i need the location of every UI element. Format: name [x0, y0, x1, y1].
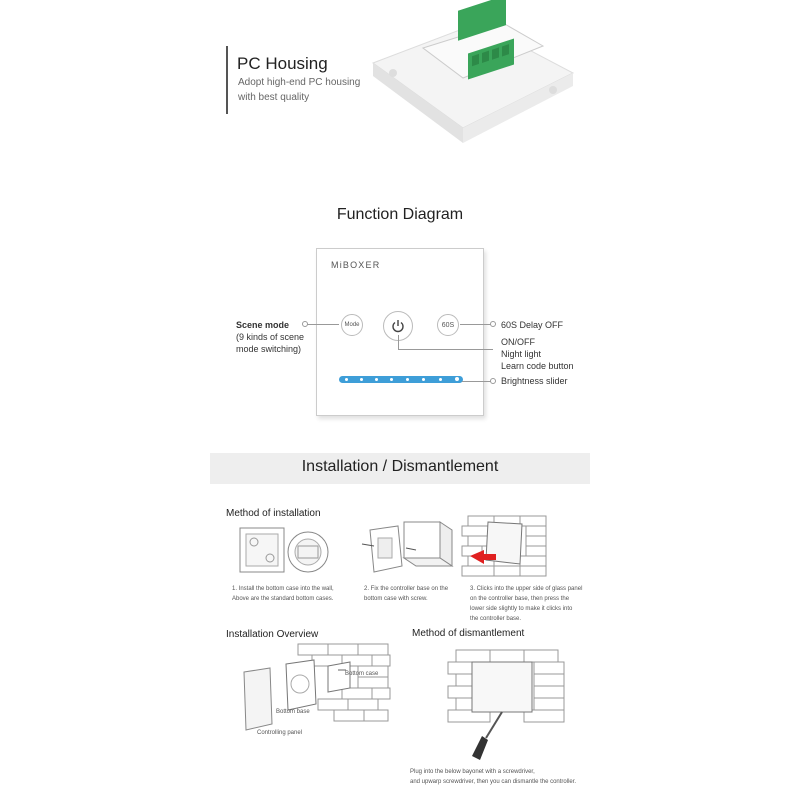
- delay-60s-button[interactable]: 60S: [437, 314, 459, 336]
- method-of-dismantlement-title: Method of dismantlement: [412, 628, 525, 639]
- callout-line: [462, 381, 492, 382]
- slider-dot: [345, 378, 348, 381]
- step1-bottom-cases-illustration: [236, 524, 346, 579]
- slider-dot: [455, 377, 459, 381]
- pc-housing-title: PC Housing: [237, 54, 328, 73]
- slider-dot: [406, 378, 409, 381]
- pc-housing-product-image: [368, 18, 578, 148]
- callout-delay-off: 60S Delay OFF: [501, 320, 564, 330]
- callout-marker: [490, 321, 496, 327]
- brightness-slider[interactable]: [339, 376, 463, 383]
- screwdriver-icon: [472, 736, 488, 760]
- callout-line: [460, 324, 492, 325]
- brand-logo: MiBOXER: [331, 260, 381, 270]
- mode-button[interactable]: Mode: [341, 314, 363, 336]
- slider-dot: [390, 378, 393, 381]
- installation-overview-illustration: [238, 640, 398, 740]
- dismantlement-caption: Plug into the below bayonet with a screwdriver, and upwarp screwdriver, then you can dismantle the controller.: [410, 769, 577, 785]
- step3-click-panel-illustration: [462, 512, 552, 582]
- label-controlling-panel: Controlling panel: [257, 730, 303, 736]
- label-bottom-base: Bottom base: [276, 709, 310, 715]
- slider-dot: [375, 378, 378, 381]
- step1-caption: 1. Install the bottom case into the wall, Above are the standard bottom cases.: [232, 586, 334, 602]
- callout-line: [305, 324, 339, 325]
- controller-panel: [316, 248, 484, 416]
- slider-dot: [360, 378, 363, 381]
- step3-caption: 3. Clicks into the upper side of glass panel on the controller base, then press the lower side slightly to make it clicks into the controller base.: [470, 586, 583, 622]
- pc-housing-description: Adopt high-end PC housing with best quality: [238, 77, 361, 103]
- method-of-installation-title: Method of installation: [226, 508, 321, 519]
- installation-overview-title: Installation Overview: [226, 629, 319, 640]
- slider-dot: [439, 378, 442, 381]
- callout-line: [398, 349, 493, 350]
- label-bottom-case: Bottom case: [345, 671, 379, 677]
- power-icon: [391, 319, 405, 333]
- callout-line: [398, 335, 399, 349]
- step2-fix-base-illustration: [360, 518, 460, 580]
- callout-marker: [490, 378, 496, 384]
- step2-caption: 2. Fix the controller base on the bottom case with screw.: [364, 586, 449, 602]
- installation-band: [210, 453, 590, 484]
- slider-dot: [422, 378, 425, 381]
- callout-power: ON/OFF Night light Learn code button: [501, 337, 574, 371]
- section-accent-bar: [226, 46, 228, 114]
- function-diagram-title: Function Diagram: [336, 206, 464, 223]
- callout-scene-mode: Scene mode (9 kinds of scene mode switching): [236, 320, 305, 354]
- installation-title: Installation / Dismantlement: [301, 458, 499, 475]
- callout-brightness: Brightness slider: [501, 376, 568, 386]
- dismantlement-illustration: [448, 646, 568, 764]
